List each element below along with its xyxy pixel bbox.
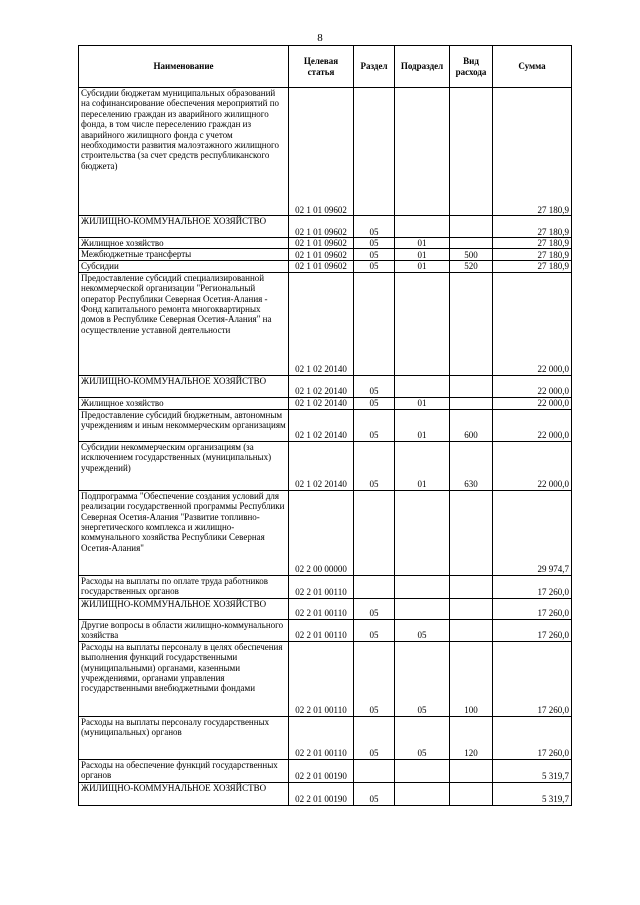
- table-row: [79, 598, 572, 619]
- table-row: [79, 272, 572, 375]
- cell-sum: 27 180,9: [493, 88, 572, 216]
- cell-article: 02 2 01 00110: [289, 575, 354, 598]
- cell-type: [450, 490, 493, 575]
- cell-section: [354, 490, 395, 575]
- header-subsection: Подраздел: [395, 46, 450, 88]
- cell-name: Расходы на выплаты по оплате труда работников государственных органов: [79, 575, 289, 598]
- cell-name: Расходы на обеспечение функций государственных органов: [79, 759, 289, 782]
- header-name: Наименование: [79, 46, 289, 88]
- cell-article: 02 1 02 20140: [289, 441, 354, 490]
- cell-subsection: [395, 88, 450, 216]
- cell-section: 05: [354, 409, 395, 441]
- cell-article: 02 1 01 09602: [289, 238, 354, 249]
- header-expense-type: Вид расхода: [450, 46, 493, 88]
- cell-section: 05: [354, 441, 395, 490]
- cell-type: [450, 216, 493, 238]
- page-number: 8: [317, 32, 323, 44]
- table-row: [79, 619, 572, 641]
- cell-sum: 27 180,9: [493, 216, 572, 238]
- cell-type: [450, 619, 493, 641]
- cell-subsection: 01: [395, 409, 450, 441]
- cell-type: 520: [450, 261, 493, 272]
- table-row: [79, 249, 572, 261]
- table-row: [79, 575, 572, 598]
- cell-subsection: 05: [395, 641, 450, 716]
- table-row: [79, 88, 572, 216]
- cell-section: [354, 759, 395, 782]
- cell-name: Расходы на выплаты персоналу в целях обеспечения выполнения функций государственными (муниципальными) органами, казенными учреждениями, органами управления государственными внебюджетными фондами: [79, 641, 289, 716]
- table-row: [79, 375, 572, 397]
- table-row: [79, 490, 572, 575]
- cell-name: Предоставление субсидий специализированной некоммерческой организации "Региональный оператор Республики Северная Осетия-Алания - Фонд капитального ремонта многоквартирных домов в Республике Северная Осетия-Алания" на осуществление уставной деятельности: [79, 272, 289, 375]
- cell-section: 05: [354, 375, 395, 397]
- cell-name: Подпрограмма "Обеспечение создания условий для реализации государственной программы Республики Северная Осетия-Алания "Развитие топливно-энергетического комплекса и жилищно-коммунального хозяйства Республики Северная Осетия-Алания": [79, 490, 289, 575]
- cell-name: Жилищное хозяйство: [79, 238, 289, 249]
- cell-type: 630: [450, 441, 493, 490]
- cell-type: [450, 397, 493, 409]
- cell-section: 05: [354, 249, 395, 261]
- table-row: [79, 716, 572, 759]
- cell-name: Субсидии некоммерческим организациям (за исключением государственных (муниципальных) учреждений): [79, 441, 289, 490]
- cell-article: 02 2 01 00110: [289, 598, 354, 619]
- cell-type: [450, 782, 493, 805]
- cell-section: 05: [354, 238, 395, 249]
- cell-article: 02 1 02 20140: [289, 375, 354, 397]
- table-row: [79, 441, 572, 490]
- cell-article: 02 2 00 00000: [289, 490, 354, 575]
- cell-article: 02 1 02 20140: [289, 397, 354, 409]
- cell-subsection: [395, 490, 450, 575]
- cell-sum: 5 319,7: [493, 759, 572, 782]
- table-row: [79, 782, 572, 805]
- cell-type: 600: [450, 409, 493, 441]
- cell-name: Жилищное хозяйство: [79, 397, 289, 409]
- cell-type: [450, 238, 493, 249]
- cell-name: Расходы на выплаты персоналу государственных (муниципальных) органов: [79, 716, 289, 759]
- cell-sum: 27 180,9: [493, 238, 572, 249]
- cell-type: [450, 375, 493, 397]
- cell-article: 02 1 01 09602: [289, 261, 354, 272]
- table-header-row: [79, 46, 572, 88]
- cell-sum: 5 319,7: [493, 782, 572, 805]
- cell-article: 02 1 02 20140: [289, 409, 354, 441]
- cell-subsection: [395, 759, 450, 782]
- cell-sum: 22 000,0: [493, 375, 572, 397]
- cell-sum: 22 000,0: [493, 397, 572, 409]
- cell-section: 05: [354, 598, 395, 619]
- cell-section: [354, 575, 395, 598]
- cell-subsection: [395, 216, 450, 238]
- cell-type: [450, 272, 493, 375]
- cell-article: 02 1 02 20140: [289, 272, 354, 375]
- cell-article: 02 1 01 09602: [289, 249, 354, 261]
- table-row: [79, 238, 572, 249]
- cell-article: 02 2 01 00110: [289, 716, 354, 759]
- cell-sum: 17 260,0: [493, 716, 572, 759]
- table-row: [79, 641, 572, 716]
- cell-article: 02 1 01 09602: [289, 88, 354, 216]
- budget-table: [78, 45, 572, 806]
- cell-type: [450, 598, 493, 619]
- cell-subsection: [395, 375, 450, 397]
- cell-type: [450, 759, 493, 782]
- cell-article: 02 2 01 00110: [289, 619, 354, 641]
- cell-section: 05: [354, 261, 395, 272]
- cell-sum: 17 260,0: [493, 641, 572, 716]
- cell-section: 05: [354, 397, 395, 409]
- table-row: [79, 759, 572, 782]
- cell-subsection: 01: [395, 238, 450, 249]
- cell-name: Другие вопросы в области жилищно-коммунального хозяйства: [79, 619, 289, 641]
- cell-subsection: [395, 598, 450, 619]
- cell-type: [450, 88, 493, 216]
- table-row: [79, 261, 572, 272]
- cell-sum: 27 180,9: [493, 249, 572, 261]
- cell-section: [354, 88, 395, 216]
- cell-sum: 22 000,0: [493, 272, 572, 375]
- table-row: [79, 409, 572, 441]
- cell-subsection: [395, 575, 450, 598]
- cell-type: 120: [450, 716, 493, 759]
- cell-name: Межбюджетные трансферты: [79, 249, 289, 261]
- cell-article: 02 2 01 00190: [289, 759, 354, 782]
- cell-section: [354, 272, 395, 375]
- cell-section: 05: [354, 216, 395, 238]
- cell-subsection: 05: [395, 619, 450, 641]
- cell-subsection: 05: [395, 716, 450, 759]
- cell-sum: 22 000,0: [493, 409, 572, 441]
- cell-sum: 27 180,9: [493, 261, 572, 272]
- cell-name: ЖИЛИЩНО-КОММУНАЛЬНОЕ ХОЗЯЙСТВО: [79, 598, 289, 619]
- table-row: [79, 397, 572, 409]
- cell-subsection: 01: [395, 397, 450, 409]
- cell-sum: 17 260,0: [493, 619, 572, 641]
- cell-section: 05: [354, 782, 395, 805]
- table-row: [79, 216, 572, 238]
- cell-section: 05: [354, 619, 395, 641]
- header-article: Целевая статья: [289, 46, 354, 88]
- cell-sum: 22 000,0: [493, 441, 572, 490]
- cell-type: 100: [450, 641, 493, 716]
- cell-sum: 29 974,7: [493, 490, 572, 575]
- cell-name: ЖИЛИЩНО-КОММУНАЛЬНОЕ ХОЗЯЙСТВО: [79, 375, 289, 397]
- cell-subsection: 01: [395, 249, 450, 261]
- cell-name: ЖИЛИЩНО-КОММУНАЛЬНОЕ ХОЗЯЙСТВО: [79, 782, 289, 805]
- cell-subsection: [395, 272, 450, 375]
- cell-subsection: [395, 782, 450, 805]
- cell-article: 02 1 01 09602: [289, 216, 354, 238]
- cell-name: Предоставление субсидий бюджетным, автономным учреждениям и иным некоммерческим организациям: [79, 409, 289, 441]
- cell-type: 500: [450, 249, 493, 261]
- cell-name: Субсидии бюджетам муниципальных образований на софинансирование обеспечения мероприятий по переселению граждан из аварийного жилищного фонда, в том числе переселению граждан из аварийного жилищного фонда с учетом необходимости развития малоэтажного жилищного строительства (за счет средств республиканского бюджета): [79, 88, 289, 216]
- header-sum: Сумма: [493, 46, 572, 88]
- cell-article: 02 2 01 00190: [289, 782, 354, 805]
- cell-sum: 17 260,0: [493, 575, 572, 598]
- cell-subsection: 01: [395, 441, 450, 490]
- cell-section: 05: [354, 641, 395, 716]
- header-section: Раздел: [354, 46, 395, 88]
- table-body: [79, 88, 572, 806]
- cell-subsection: 01: [395, 261, 450, 272]
- cell-type: [450, 575, 493, 598]
- cell-article: 02 2 01 00110: [289, 641, 354, 716]
- cell-section: 05: [354, 716, 395, 759]
- cell-name: Субсидии: [79, 261, 289, 272]
- cell-name: ЖИЛИЩНО-КОММУНАЛЬНОЕ ХОЗЯЙСТВО: [79, 216, 289, 238]
- cell-sum: 17 260,0: [493, 598, 572, 619]
